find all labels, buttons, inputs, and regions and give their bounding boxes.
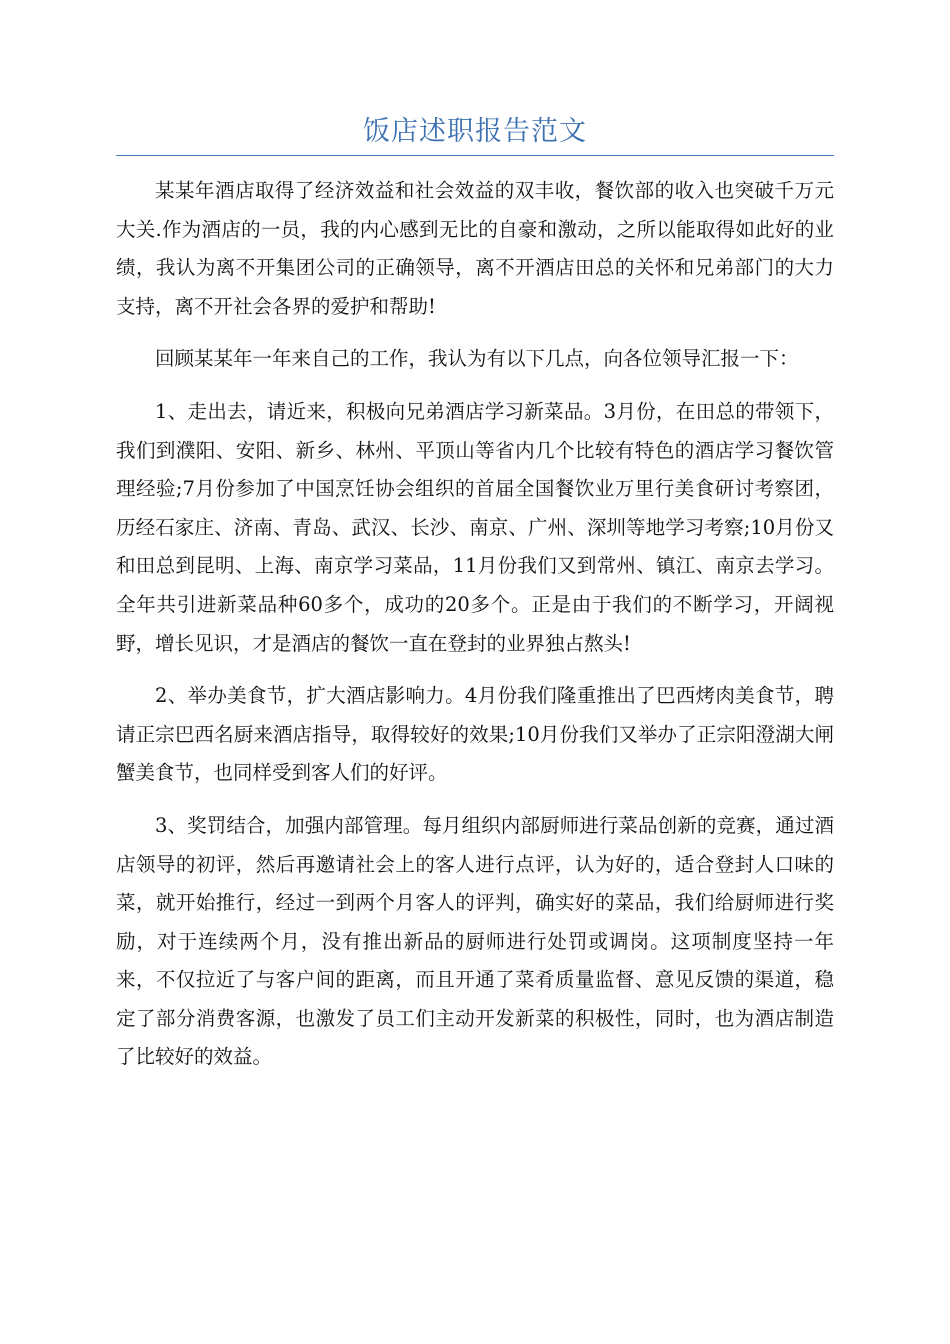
paragraph-intro: 某某年酒店取得了经济效益和社会效益的双丰收，餐饮部的收入也突破千万元大关.作为酒店的一员，我的内心感到无比的自豪和激动，之所以能取得如此好的业绩，我认为离不开集团公司的正确领导，离不开酒店田总的关怀和兄弟部门的大力支持，离不开社会各界的爱护和帮助!	[116, 179, 834, 318]
paragraph-review: 回顾某某年一年来自己的工作，我认为有以下几点，向各位领导汇报一下：	[155, 347, 799, 371]
paragraph-point-2: 2、举办美食节，扩大酒店影响力。4月份我们隆重推出了巴西烤肉美食节，聘请正宗巴西名厨来酒店指导，取得较好的效果;10月份我们又举办了正宗阳澄湖大闸蟹美食节，也同样受到客人们的好评。	[116, 684, 834, 785]
document-body	[116, 172, 834, 1091]
document-title: 饭店述职报告范文	[363, 116, 587, 147]
title-underline	[116, 155, 834, 156]
paragraph-point-1: 1、走出去，请近来，积极向兄弟酒店学习新菜品。3月份，在田总的带领下，我们到濮阳、安阳、新乡、林州、平顶山等省内几个比较有特色的酒店学习餐饮管理经验;7月份参加了中国烹饪协会组织的首届全国餐饮业万里行美食研讨考察团，历经石家庄、济南、青岛、武汉、长沙、南京、广州、深圳等地学习考察;10月份又和田总到昆明、上海、南京学习菜品，11月份我们又到常州、镇江、南京去学习。全年共引进新菜品种60多个，成功的20多个。正是由于我们的不断学习，开阔视野，增长见识，才是酒店的餐饮一直在登封的业界独占熬头!	[116, 399, 834, 655]
paragraph-point-3: 3、奖罚结合，加强内部管理。每月组织内部厨师进行菜品创新的竞赛，通过酒店领导的初评，然后再邀请社会上的客人进行点评，认为好的，适合登封人口味的菜，就开始推行，经过一到两个月客人的评判，确实好的菜品，我们给厨师进行奖励，对于连续两个月，没有推出新品的厨师进行处罚或调岗。这项制度坚持一年来，不仅拉近了与客户间的距离，而且开通了菜肴质量监督、意见反馈的渠道，稳定了部分消费客源，也激发了员工们主动开发新菜的积极性，同时，也为酒店制造了比较好的效益。	[116, 813, 834, 1069]
